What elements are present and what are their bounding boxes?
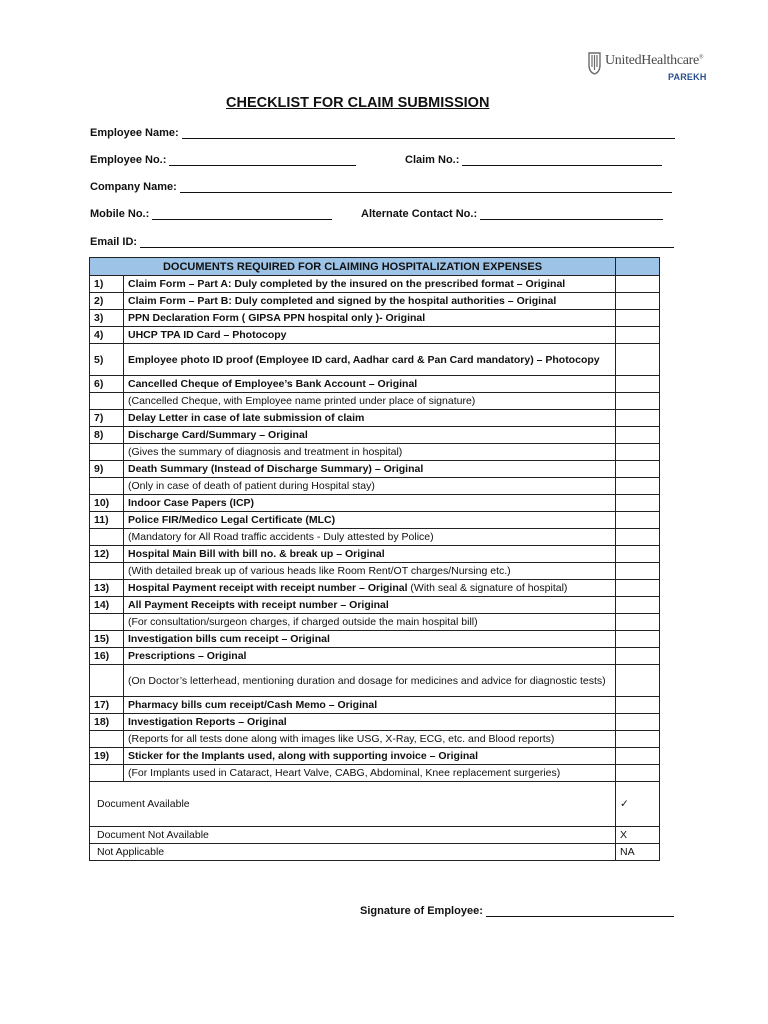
email-id-line[interactable] — [140, 237, 674, 248]
table-row — [90, 461, 660, 478]
row-number: 16) — [90, 648, 124, 665]
claim-no-field[interactable] — [405, 154, 662, 166]
row-description-text: Discharge Card/Summary – Original — [128, 429, 308, 441]
row-description — [124, 665, 616, 697]
row-description-text: Pharmacy bills cum receipt/Cash Memo – Original — [128, 699, 378, 711]
row-description — [124, 293, 616, 310]
row-description-text: Police FIR/Medico Legal Certificate (MLC) — [128, 514, 336, 526]
table-row — [90, 344, 660, 376]
alternate-contact-line[interactable] — [480, 209, 663, 220]
company-name-field[interactable] — [90, 181, 672, 193]
row-description — [124, 580, 616, 597]
employee-name-label: Employee Name: — [90, 127, 179, 139]
row-description-text: Delay Letter in case of late submission of claim — [128, 412, 365, 424]
checkbox-cell[interactable] — [616, 665, 660, 697]
row-number — [90, 529, 124, 546]
checkbox-cell[interactable] — [616, 765, 660, 782]
table-row — [90, 546, 660, 563]
row-number: 19) — [90, 748, 124, 765]
row-number: 2) — [90, 293, 124, 310]
row-number: 10) — [90, 495, 124, 512]
checkbox-cell[interactable] — [616, 293, 660, 310]
checkbox-cell[interactable] — [616, 563, 660, 580]
checkbox-cell[interactable] — [616, 376, 660, 393]
row-description-text: Investigation Reports – Original — [128, 716, 287, 728]
row-description-text: Sticker for the Implants used, along with supporting invoice – Original — [128, 750, 479, 762]
row-description — [124, 444, 616, 461]
employee-name-line[interactable] — [182, 128, 675, 139]
signature-line[interactable] — [486, 906, 674, 917]
table-row — [90, 310, 660, 327]
row-description-text: UHCP TPA ID Card – Photocopy — [128, 329, 287, 341]
documents-checklist-table — [89, 257, 660, 861]
legend-row — [90, 844, 660, 861]
row-description — [124, 461, 616, 478]
row-description-text: Hospital Main Bill with bill no. & break up – Original — [128, 548, 385, 560]
row-description — [124, 393, 616, 410]
legend-mark: NA — [616, 844, 660, 861]
row-number — [90, 478, 124, 495]
row-number: 4) — [90, 327, 124, 344]
row-number: 8) — [90, 427, 124, 444]
checkbox-cell[interactable] — [616, 546, 660, 563]
mobile-no-label: Mobile No.: — [90, 208, 150, 220]
row-description-text: PPN Declaration Form ( GIPSA PPN hospital only )- Original — [128, 312, 426, 324]
table-row — [90, 765, 660, 782]
row-number: 5) — [90, 344, 124, 376]
table-header-blank — [616, 258, 660, 276]
row-description — [124, 765, 616, 782]
table-row — [90, 444, 660, 461]
employee-no-field[interactable] — [90, 154, 356, 166]
row-number: 14) — [90, 597, 124, 614]
checkbox-cell[interactable] — [616, 427, 660, 444]
row-description-text: Hospital Payment receipt with receipt number – Original — [128, 582, 408, 594]
row-description — [124, 276, 616, 293]
checkbox-cell[interactable] — [616, 495, 660, 512]
shield-logo-icon — [588, 51, 601, 75]
row-description — [124, 648, 616, 665]
checkbox-cell[interactable] — [616, 748, 660, 765]
row-description — [124, 427, 616, 444]
table-row — [90, 427, 660, 444]
legend-label: Document Available — [90, 782, 616, 827]
employee-no-label: Employee No.: — [90, 154, 167, 166]
row-description-text: (On Doctor’s letterhead, mentioning duration and dosage for medicines and advice for diagnostic tests) — [128, 674, 606, 687]
checkbox-cell[interactable] — [616, 714, 660, 731]
row-number: 13) — [90, 580, 124, 597]
row-number: 1) — [90, 276, 124, 293]
row-description — [124, 478, 616, 495]
row-description-text: All Payment Receipts with receipt number – Original — [128, 599, 389, 611]
row-description — [124, 495, 616, 512]
row-description — [124, 310, 616, 327]
row-description — [124, 748, 616, 765]
row-description — [124, 512, 616, 529]
table-row — [90, 410, 660, 427]
row-description-text: (Gives the summary of diagnosis and treatment in hospital) — [128, 446, 403, 458]
row-number: 15) — [90, 631, 124, 648]
row-number — [90, 614, 124, 631]
row-description-text: (For Implants used in Cataract, Heart Valve, CABG, Abdominal, Knee replacement surgeries) — [128, 767, 561, 779]
legend-row — [90, 827, 660, 844]
row-number: 6) — [90, 376, 124, 393]
legend-mark: ✓ — [616, 782, 660, 827]
alternate-contact-field[interactable] — [361, 208, 663, 220]
checkbox-cell[interactable] — [616, 512, 660, 529]
legend-row — [90, 782, 660, 827]
row-description — [124, 546, 616, 563]
company-name-label: Company Name: — [90, 181, 177, 193]
checkbox-cell[interactable] — [616, 731, 660, 748]
mobile-no-field[interactable] — [90, 208, 332, 220]
row-description-text: (For consultation/surgeon charges, if charged outside the main hospital bill) — [128, 616, 478, 628]
row-number: 7) — [90, 410, 124, 427]
employee-name-field[interactable] — [90, 127, 675, 139]
mobile-no-line[interactable] — [152, 209, 332, 220]
claim-no-line[interactable] — [462, 155, 662, 166]
row-description — [124, 563, 616, 580]
page-title: CHECKLIST FOR CLAIM SUBMISSION — [226, 95, 490, 111]
row-description-text: Claim Form – Part A: Duly completed by the insured on the prescribed format – Original — [128, 278, 566, 290]
row-description-text: (Only in case of death of patient during Hospital stay) — [128, 480, 375, 492]
row-number — [90, 563, 124, 580]
checkbox-cell[interactable] — [616, 648, 660, 665]
checkbox-cell[interactable] — [616, 310, 660, 327]
row-number: 9) — [90, 461, 124, 478]
legend-label: Document Not Available — [90, 827, 616, 844]
email-id-field[interactable] — [90, 236, 674, 248]
logo-brand: UnitedHealthcare® — [605, 53, 704, 68]
row-number: 3) — [90, 310, 124, 327]
table-header: DOCUMENTS REQUIRED FOR CLAIMING HOSPITALIZATION EXPENSES — [90, 258, 616, 276]
employee-no-line[interactable] — [169, 155, 356, 166]
row-description — [124, 529, 616, 546]
row-description — [124, 597, 616, 614]
table-row — [90, 714, 660, 731]
table-row — [90, 697, 660, 714]
row-description-text: Cancelled Cheque of Employee’s Bank Account – Original — [128, 378, 418, 390]
row-description — [124, 376, 616, 393]
table-row — [90, 512, 660, 529]
table-row — [90, 376, 660, 393]
checkbox-cell[interactable] — [616, 276, 660, 293]
table-row — [90, 293, 660, 310]
checkbox-cell[interactable] — [616, 393, 660, 410]
row-description-text: (Mandatory for All Road traffic accidents - Duly attested by Police) — [128, 531, 434, 543]
checkbox-cell[interactable] — [616, 478, 660, 495]
claim-no-label: Claim No.: — [405, 154, 460, 166]
row-description — [124, 327, 616, 344]
legend-mark: X — [616, 827, 660, 844]
legend-label: Not Applicable — [90, 844, 616, 861]
row-description-text: Indoor Case Papers (ICP) — [128, 497, 255, 509]
row-number — [90, 765, 124, 782]
checkbox-cell[interactable] — [616, 529, 660, 546]
checkbox-cell[interactable] — [616, 410, 660, 427]
checkbox-cell[interactable] — [616, 697, 660, 714]
row-description-text: Prescriptions – Original — [128, 650, 247, 662]
table-row — [90, 478, 660, 495]
row-number — [90, 731, 124, 748]
checkbox-cell[interactable] — [616, 614, 660, 631]
checkbox-cell[interactable] — [616, 327, 660, 344]
row-description — [124, 344, 616, 376]
row-description-text: Death Summary (Instead of Discharge Summary) – Original — [128, 463, 424, 475]
table-row — [90, 614, 660, 631]
row-description — [124, 697, 616, 714]
signature-label: Signature of Employee: — [360, 905, 483, 917]
row-number — [90, 665, 124, 697]
alternate-contact-label: Alternate Contact No.: — [361, 208, 478, 220]
row-description — [124, 614, 616, 631]
table-row — [90, 631, 660, 648]
row-description — [124, 631, 616, 648]
checkbox-cell[interactable] — [616, 580, 660, 597]
table-row — [90, 731, 660, 748]
checkbox-cell[interactable] — [616, 461, 660, 478]
checkbox-cell[interactable] — [616, 344, 660, 376]
email-id-label: Email ID: — [90, 236, 138, 248]
checkbox-cell[interactable] — [616, 631, 660, 648]
table-row — [90, 748, 660, 765]
row-description — [124, 731, 616, 748]
row-number — [90, 444, 124, 461]
row-description-text: Employee photo ID proof (Employee ID card, Aadhar card & Pan Card mandatory) – Photocopy — [128, 353, 600, 366]
row-description — [124, 714, 616, 731]
table-row — [90, 580, 660, 597]
table-row — [90, 563, 660, 580]
table-row — [90, 495, 660, 512]
row-description-text: (Cancelled Cheque, with Employee name printed under place of signature) — [128, 395, 476, 407]
row-description — [124, 410, 616, 427]
row-number: 17) — [90, 697, 124, 714]
signature-field[interactable] — [360, 905, 674, 917]
table-row — [90, 393, 660, 410]
table-row — [90, 276, 660, 293]
table-row — [90, 597, 660, 614]
logo-subtitle: PAREKH — [668, 72, 707, 82]
row-description-note: (With seal & signature of hospital) — [407, 582, 568, 594]
row-number: 18) — [90, 714, 124, 731]
table-row — [90, 327, 660, 344]
row-description-text: (Reports for all tests done along with images like USG, X-Ray, ECG, etc. and Blood reports) — [128, 733, 555, 745]
row-number — [90, 393, 124, 410]
table-row — [90, 665, 660, 697]
row-number: 11) — [90, 512, 124, 529]
table-row — [90, 648, 660, 665]
row-description-text: (With detailed break up of various heads like Room Rent/OT charges/Nursing etc.) — [128, 565, 511, 577]
row-description-text: Investigation bills cum receipt – Original — [128, 633, 330, 645]
unitedhealthcare-logo — [588, 47, 708, 89]
table-row — [90, 529, 660, 546]
checkbox-cell[interactable] — [616, 597, 660, 614]
row-number: 12) — [90, 546, 124, 563]
row-description-text: Claim Form – Part B: Duly completed and signed by the hospital authorities – Original — [128, 295, 557, 307]
company-name-line[interactable] — [180, 182, 672, 193]
checkbox-cell[interactable] — [616, 444, 660, 461]
